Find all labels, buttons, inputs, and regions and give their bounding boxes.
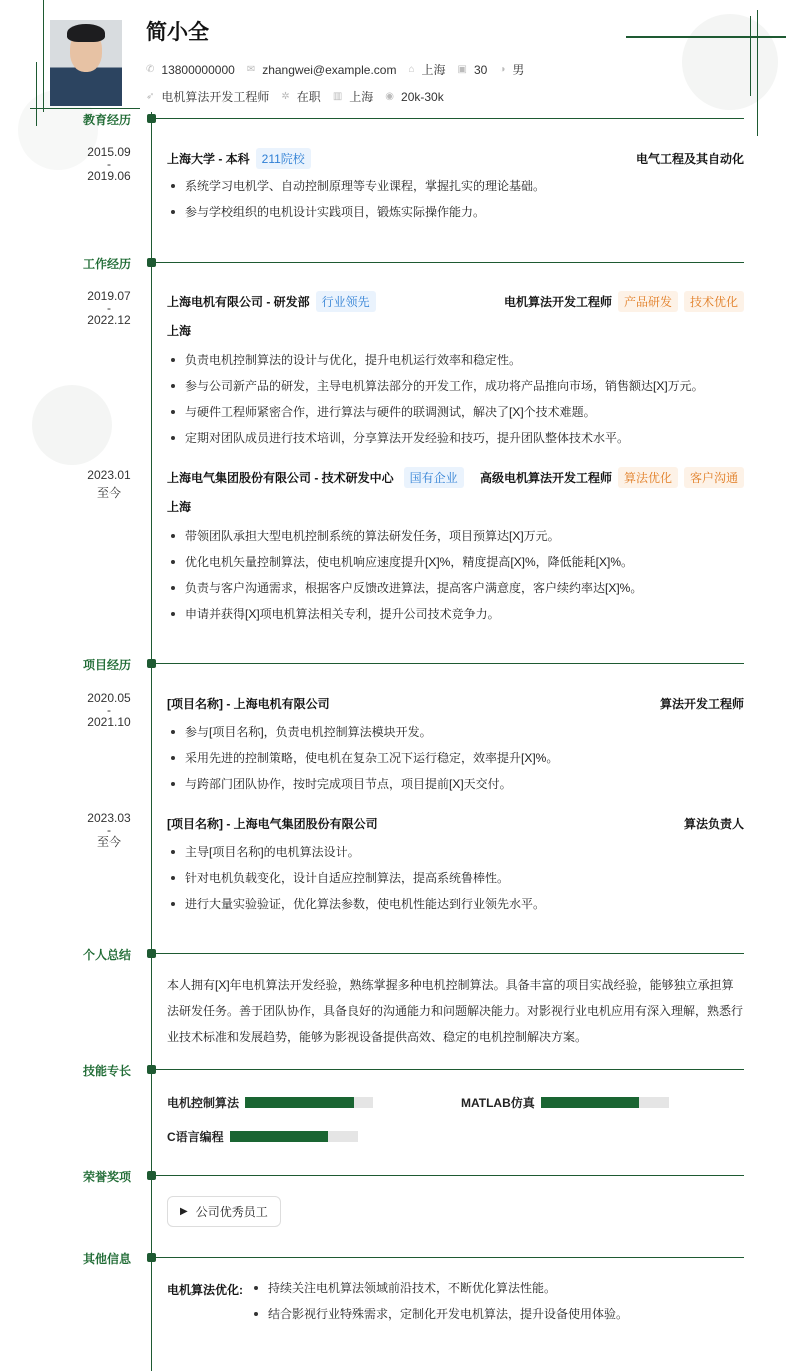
decor-line — [626, 36, 786, 38]
age-icon: ▣ — [457, 64, 467, 75]
date-range: 2023.01 至今 — [87, 468, 131, 500]
timeline-marker — [147, 114, 156, 123]
timeline-marker — [147, 258, 156, 267]
decor-line — [750, 16, 751, 96]
divider — [156, 118, 744, 119]
date-range: 2020.05 - 2021.10 — [87, 691, 131, 729]
award-item[interactable]: ▶ 公司优秀员工 — [167, 1196, 281, 1227]
skill-bar — [230, 1131, 358, 1142]
divider — [156, 663, 744, 664]
gender-icon: ◑ — [499, 64, 506, 75]
divider — [156, 1257, 744, 1258]
divider — [156, 262, 744, 263]
phone-icon: ✆ — [146, 64, 155, 75]
email: zhangwei@example.com — [262, 62, 397, 77]
decor-line — [30, 108, 140, 109]
project-bullets: 主导[项目名称]的电机算法设计。 针对电机负载变化，设计自适应控制算法，提高系统鲁棒性。 进行大量实验验证，优化算法参数，使电机性能达到行业领先水平。 — [167, 839, 744, 917]
home-icon: ⌂ — [408, 64, 415, 75]
major: 电气工程及其自动化 — [635, 152, 744, 166]
timeline-marker — [147, 1065, 156, 1074]
education-bullets: 系统学习电机学、自动控制原理等专业课程，掌握扎实的理论基础。 参与学校组织的电机设计实践项目，锻炼实际操作能力。 — [167, 173, 744, 225]
contact-row — [146, 61, 536, 78]
salary: 20k-30k — [401, 89, 444, 104]
triangle-right-icon: ▶ — [180, 1206, 188, 1217]
phone: 13800000000 — [161, 62, 235, 77]
decor-line — [43, 0, 44, 112]
education-header — [167, 148, 744, 169]
candidate-name: 简小全 — [146, 21, 209, 44]
mail-icon: ✉ — [246, 64, 256, 75]
position: 电机算法开发工程师 — [161, 90, 270, 104]
section-title: 个人总结 — [83, 948, 132, 962]
skill-bar-fill — [245, 1097, 354, 1108]
date-range: 2019.07 - 2022.12 — [87, 289, 131, 327]
skill-bar-fill — [541, 1097, 640, 1108]
divider — [156, 1175, 744, 1176]
skill-item: 电机控制算法 — [167, 1094, 373, 1111]
school-tag: 211院校 — [256, 148, 311, 169]
timeline-marker — [147, 659, 156, 668]
divider — [156, 1069, 744, 1070]
gender: 男 — [512, 63, 525, 77]
job-bullets: 负责电机控制算法的设计与优化，提升电机运行效率和稳定性。 参与公司新产品的研发，主导电机算法部分的开发工作，成功将产品推向市场，销售额达[X]万元。 与硬件工程师紧密合作，进行算法与硬件的联调测试，解决了[X]个技术难题。 定期对团队成员进行技术培训，分享算法开发经验和技巧，提升团队整体技术水平。 — [167, 347, 744, 451]
timeline-marker — [147, 1253, 156, 1262]
project-bullets: 参与[项目名称]，负责电机控制算法模块开发。 采用先进的控制策略，使电机在复杂工况下运行稳定，效率提升[X]%。 与跨部门团队协作，按时完成项目节点，项目提前[X]天交付。 — [167, 719, 744, 797]
skill-item: C语言编程 — [167, 1128, 358, 1145]
section-title: 项目经历 — [83, 658, 132, 672]
skill-bar-fill — [230, 1131, 329, 1142]
job-intent-row — [146, 88, 456, 105]
salary-icon: ◉ — [385, 91, 395, 102]
status: 在职 — [296, 90, 321, 104]
project-header: [项目名称] - 上海电气集团股份有限公司 算法负责人 — [167, 817, 744, 831]
other-bullets: 持续关注电机算法领域前沿技术，不断优化算法性能。 结合影视行业特殊需求，定制化开发电机算法，提升设备使用体验。 — [250, 1275, 744, 1327]
date-range: 2023.03 - 至今 — [87, 811, 131, 849]
city: 上海 — [421, 63, 446, 77]
skill-bar — [245, 1097, 373, 1108]
job-bullets: 带领团队承担大型电机控制系统的算法研发任务，项目预算达[X]万元。 优化电机矢量控制算法，使电机响应速度提升[X]%，精度提高[X]%，降低能耗[X]%。 负责与客户沟通需求，根据客户反馈改进算法，提高客户满意度，客户续约率达[X]%。 申请并获得[X]项电机算法相关专利，提升公司技术竞争力。 — [167, 523, 744, 627]
timeline-line — [151, 112, 152, 1371]
skill-bar — [541, 1097, 669, 1108]
section-title: 其他信息 — [83, 1252, 132, 1266]
age: 30 — [473, 62, 488, 77]
section-title: 荣誉奖项 — [83, 1170, 132, 1184]
work-city: 上海 — [349, 90, 374, 104]
decor-circle — [682, 14, 778, 110]
job-city: 上海 — [167, 500, 192, 514]
job-header: 上海电气集团股份有限公司 - 技术研发中心 国有企业 高级电机算法开发工程师 算法优化 客户沟通 — [167, 467, 744, 488]
project-header: [项目名称] - 上海电机有限公司 算法开发工程师 — [167, 697, 744, 711]
status-icon: ✲ — [281, 91, 290, 102]
summary-text: 本人拥有[X]年电机算法开发经验，熟练掌握多种电机控制算法。具备丰富的项目实战经验，能够独立承担算法研发任务。善于团队协作，具备良好的沟通能力和问题解决能力。对影视行业电机应用有深入理解，熟悉行业技术标准和发展趋势，能够为影视设备提供高效、稳定的电机控制解决方案。 — [167, 978, 744, 1044]
date-range: 2015.09 - 2019.06 — [87, 145, 131, 183]
section-title: 工作经历 — [83, 257, 132, 271]
other-label: 电机算法优化: — [167, 1283, 243, 1297]
building-icon: ▥ — [332, 91, 343, 102]
job-city: 上海 — [167, 324, 192, 338]
decor-circle — [32, 385, 112, 465]
job-header: 上海电机有限公司 - 研发部 行业领先 电机算法开发工程师 产品研发 技术优化 — [167, 291, 744, 312]
avatar — [50, 20, 122, 106]
timeline-marker — [147, 1171, 156, 1180]
decor-line — [36, 62, 37, 126]
decor-line — [757, 10, 758, 136]
school: 上海大学 - 本科 — [167, 152, 250, 166]
skill-item: MATLAB仿真 — [461, 1094, 669, 1111]
send-icon: ➶ — [146, 91, 155, 102]
section-title: 技能专长 — [83, 1064, 132, 1078]
divider — [156, 953, 744, 954]
section-title: 教育经历 — [83, 113, 132, 127]
timeline-marker — [147, 949, 156, 958]
